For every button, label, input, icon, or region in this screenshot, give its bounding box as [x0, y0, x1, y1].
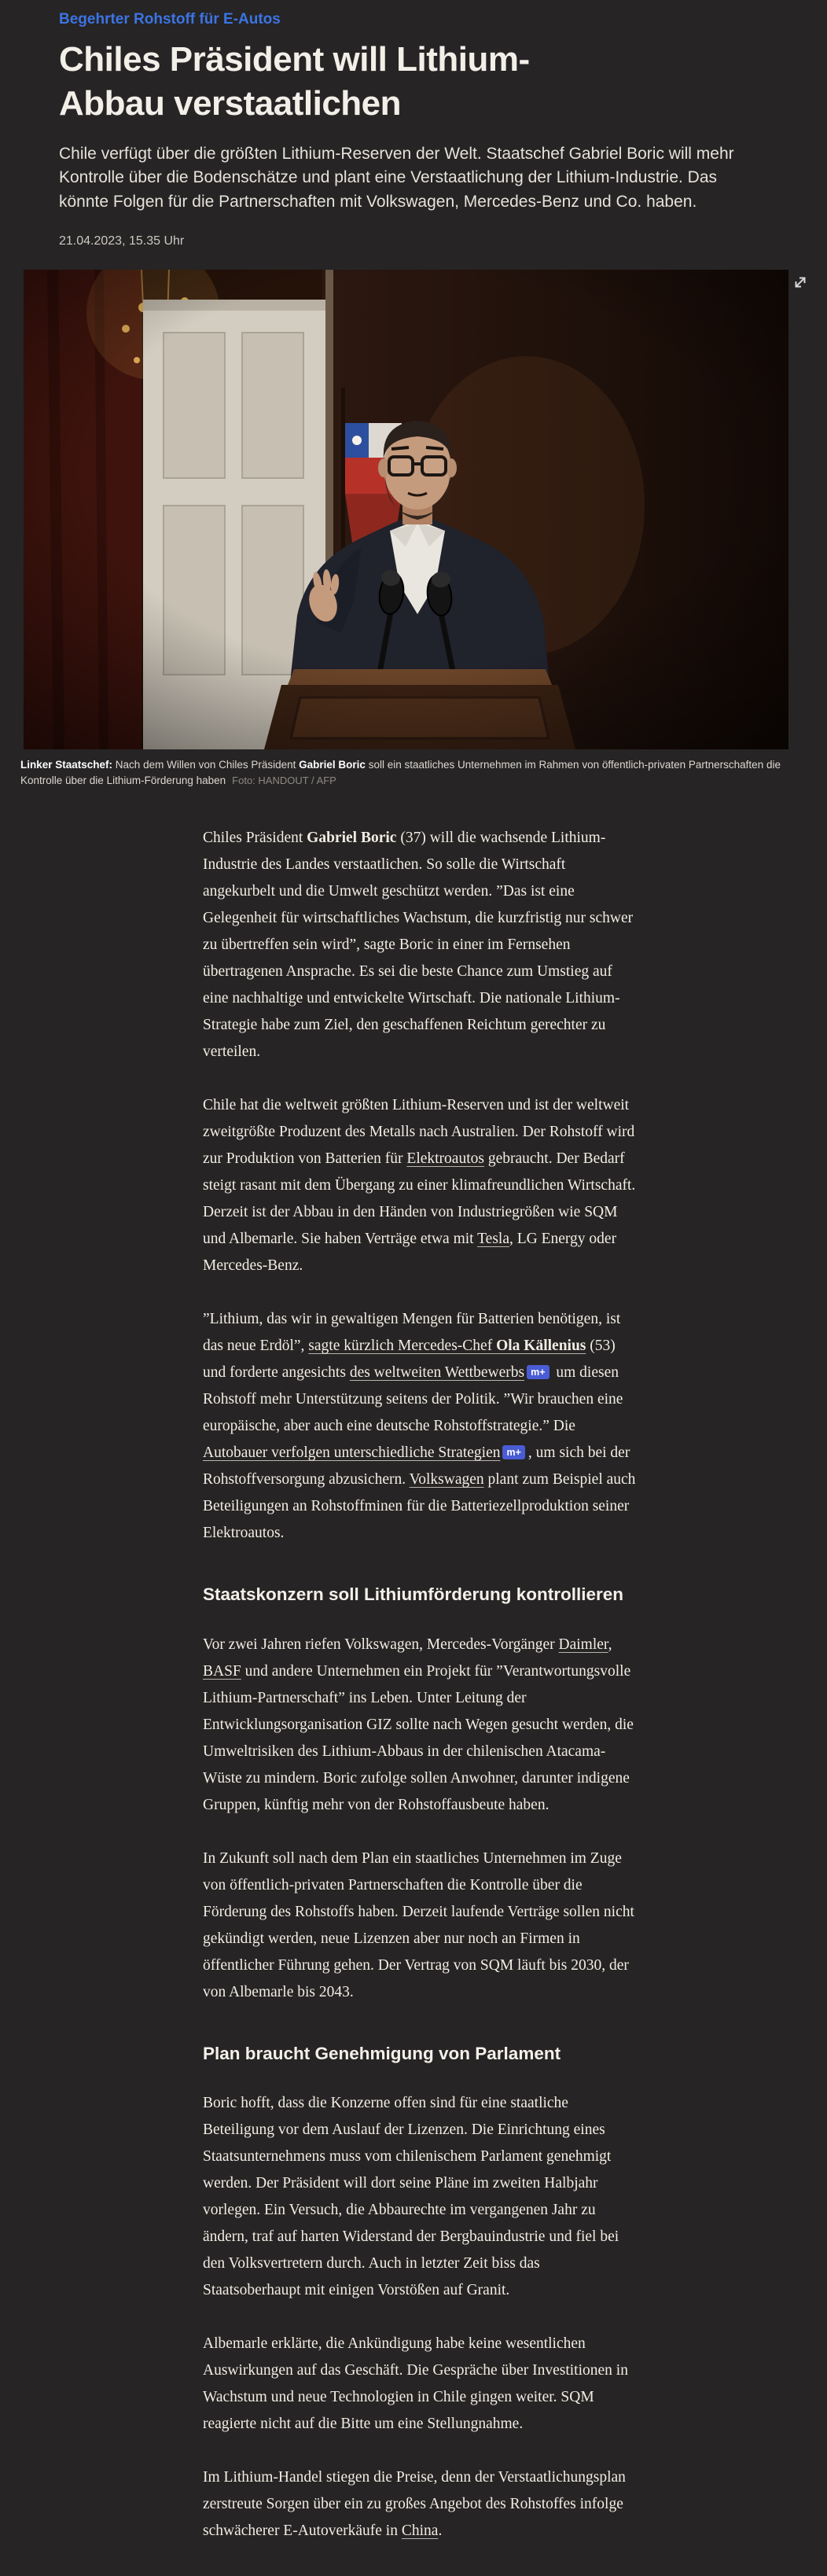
- expand-image-icon: [792, 274, 808, 290]
- inline-link[interactable]: Ola Källenius: [496, 1338, 586, 1355]
- image-caption: [20, 757, 808, 789]
- expand-image-button[interactable]: [792, 274, 809, 292]
- section-subheading: Plan braucht Genehmigung von Parlament: [203, 2043, 561, 2063]
- article-figure: [20, 270, 788, 789]
- mplus-badge-icon[interactable]: m+: [527, 1365, 549, 1379]
- article-image-illustration: [24, 270, 788, 749]
- headline: Chiles Präsident will Lithium-Abbau verstaatlichen: [59, 40, 530, 123]
- article-body: [203, 825, 640, 2576]
- inline-link[interactable]: BASF: [203, 1662, 241, 1680]
- image-caption-text: [20, 759, 781, 786]
- text-segment: Gabriel Boric: [299, 758, 366, 771]
- kicker-link[interactable]: Begehrter Rohstoff für E-Autos: [59, 11, 281, 28]
- text-segment: In Zukunft soll nach dem Plan ein staatliches Unternehmen im Zuge von öffentlich-privaten Partnerschaften die Kontrolle über die Förderung des Rohstoffs haben. Derzeit laufende Verträge sollen nicht gekündigt werden, neue Lizenzen aber nur noch an Firmen in öffentlicher Führung gehen. Der Vertrag von SQM läuft bis 2030, der von Albemarle bis 2043.: [203, 1849, 634, 2000]
- article-paragraph: [203, 2464, 640, 2545]
- text-segment: , um sich bei der Rohstoffversorgung abzusichern.: [203, 1444, 630, 1489]
- text-segment: (53) und forderte angesichts: [203, 1338, 616, 1382]
- intro-text: Chile verfügt über die größten Lithium-Reserven der Welt. Staatschef Gabriel Boric will mehr Kontrolle über die Bodenschätze und plant eine Verstaatlichung der Lithium-Industrie. Das könnte Folgen für die Partnerschaften mit Volkswagen, Mercedes-Benz und Co. haben.: [59, 144, 734, 211]
- inline-link[interactable]: Volkswagen: [409, 1471, 484, 1489]
- inline-link[interactable]: sagte kürzlich Mercedes-Chef: [308, 1338, 497, 1355]
- text-segment: Linker Staatschef:: [20, 758, 113, 771]
- article-image[interactable]: [24, 270, 788, 749]
- section-subheading: Staatskonzern soll Lithiumförderung kontrollieren: [203, 1584, 624, 1605]
- text-segment: gebraucht. Der Bedarf steigt rasant mit dem Übergang zu einer klimafreundlichen Wirtschaft. Derzeit ist der Abbau in den Händen von Industriegrößen wie SQM und Albemarle. Sie haben Verträge etwa mit: [203, 1150, 636, 1248]
- text-segment: Gabriel Boric: [307, 830, 397, 847]
- text-segment: Chiles Präsident: [203, 830, 307, 847]
- text-segment: soll ein staatliches Unternehmen im Rahmen von öffentlich-privaten Partnerschaften die Kontrolle über die Lithium-Förderung haben: [20, 758, 781, 787]
- text-segment: und andere Unternehmen ein Projekt für ”Verantwortungsvolle Lithium-Partnerschaft” ins Leben. Unter Leitung der Entwicklungsorganisation GIZ sollte nach Wegen gesucht werden, die Umweltrisiken des Lithium-Abbaus in der chilenischen Atacama-Wüste zu mindern. Boric zufolge sollen Anwohner, darunter indigene Gruppen, künftig mehr von der Rohstoffausbeute haben.: [203, 1662, 634, 1813]
- photo-credit: Foto: HANDOUT / AFP: [232, 775, 336, 787]
- text-segment: , LG Energy oder Mercedes-Benz.: [203, 1231, 617, 1275]
- publish-date: 21.04.2023, 15.35 Uhr: [59, 234, 185, 248]
- text-segment: um diesen Rohstoff mehr Unterstützung seitens der Politik. ”Wir brauchen eine europäische, aber auch eine deutsche Rohstoffstrategie.” Die: [203, 1364, 623, 1435]
- article-paragraph: [203, 2090, 640, 2304]
- text-segment: Albemarle erklärte, die Ankündigung habe keine wesentlichen Auswirkungen auf das Geschäft. Die Gespräche über Investitionen in Wachstum und neue Technologien in Chile gingen weiter. SQM reagierte nicht auf die Bitte um eine Stellungnahme.: [203, 2335, 628, 2432]
- mplus-badge-icon[interactable]: m+: [502, 1445, 524, 1459]
- article-paragraph: [203, 1306, 640, 1547]
- article-paragraph: [203, 825, 640, 1065]
- inline-link[interactable]: Autobauer verfolgen unterschiedliche Strategien: [203, 1444, 501, 1462]
- article-paragraph: [203, 1632, 640, 1819]
- inline-link[interactable]: China: [401, 2522, 439, 2539]
- article-header: [0, 0, 827, 248]
- text-segment: Boric hofft, dass die Konzerne offen sind für eine staatliche Beteiligung vor dem Auslauf der Lizenzen. Die Einrichtung eines Staatsunternehmens muss vom chilenischem Parlament genehmigt werden. Der Präsident will dort seine Pläne im zweiten Halbjahr vorlegen. Ein Versuch, die Abbaurechte im vergangenen Jahr zu ändern, traf auf harten Widerstand der Bergbauindustrie und fiel bei den Volksvertretern durch. Auch in letzter Zeit biss das Staatsoberhaupt mit einigen Vorstößen auf Granit.: [203, 2094, 619, 2298]
- text-segment: Nach dem Willen von Chiles Präsident: [112, 758, 300, 771]
- article-paragraph: [203, 1846, 640, 2006]
- text-segment: Chile hat die weltweit größten Lithium-Reserven und ist der weltweit zweitgrößte Produzent des Metalls nach Australien. Der Rohstoff wird zur Produktion von Batterien für: [203, 1097, 635, 1168]
- text-segment: .: [438, 2522, 443, 2539]
- text-segment: ”Lithium, das wir in gewaltigen Mengen für Batterien benötigen, ist das neue Erdöl”,: [203, 1311, 621, 1355]
- article-paragraph: [203, 2331, 640, 2438]
- inline-link[interactable]: Elektroautos: [406, 1150, 484, 1168]
- text-segment: Im Lithium-Handel stiegen die Preise, denn der Verstaatlichungsplan zerstreute Sorgen über ein zu großes Angebot des Rohstoffes infolge schwächerer E-Autoverkäufe in: [203, 2468, 626, 2539]
- inline-link[interactable]: Tesla: [477, 1231, 509, 1248]
- text-segment: ,: [608, 1636, 612, 1653]
- article-paragraph: [203, 1092, 640, 1279]
- text-segment: (37) will die wachsende Lithium-Industrie des Landes verstaatlichen. So solle die Wirtschaft angekurbelt und die Umwelt geschützt werden. ”Das ist eine Gelegenheit für wirtschaftliches Wachstum, die kurzfristig nur schwer zu übertreffen sein wird”, sagte Boric in einer im Fernsehen übertragenen Ansprache. Es sei die beste Chance zum Umstieg auf eine nachhaltige und entwickelte Wirtschaft. Die nationale Lithium-Strategie habe zum Ziel, den geschaffenen Reichtum gerechter zu verteilen.: [203, 830, 634, 1061]
- text-segment: Vor zwei Jahren riefen Volkswagen, Mercedes-Vorgänger: [203, 1636, 559, 1653]
- inline-link[interactable]: des weltweiten Wettbewerbs: [349, 1364, 525, 1382]
- inline-link[interactable]: Daimler: [558, 1636, 608, 1653]
- text-segment: plant zum Beispiel auch Beteiligungen an Rohstoffminen für die Batteriezellproduktion seiner Elektroautos.: [203, 1471, 636, 1542]
